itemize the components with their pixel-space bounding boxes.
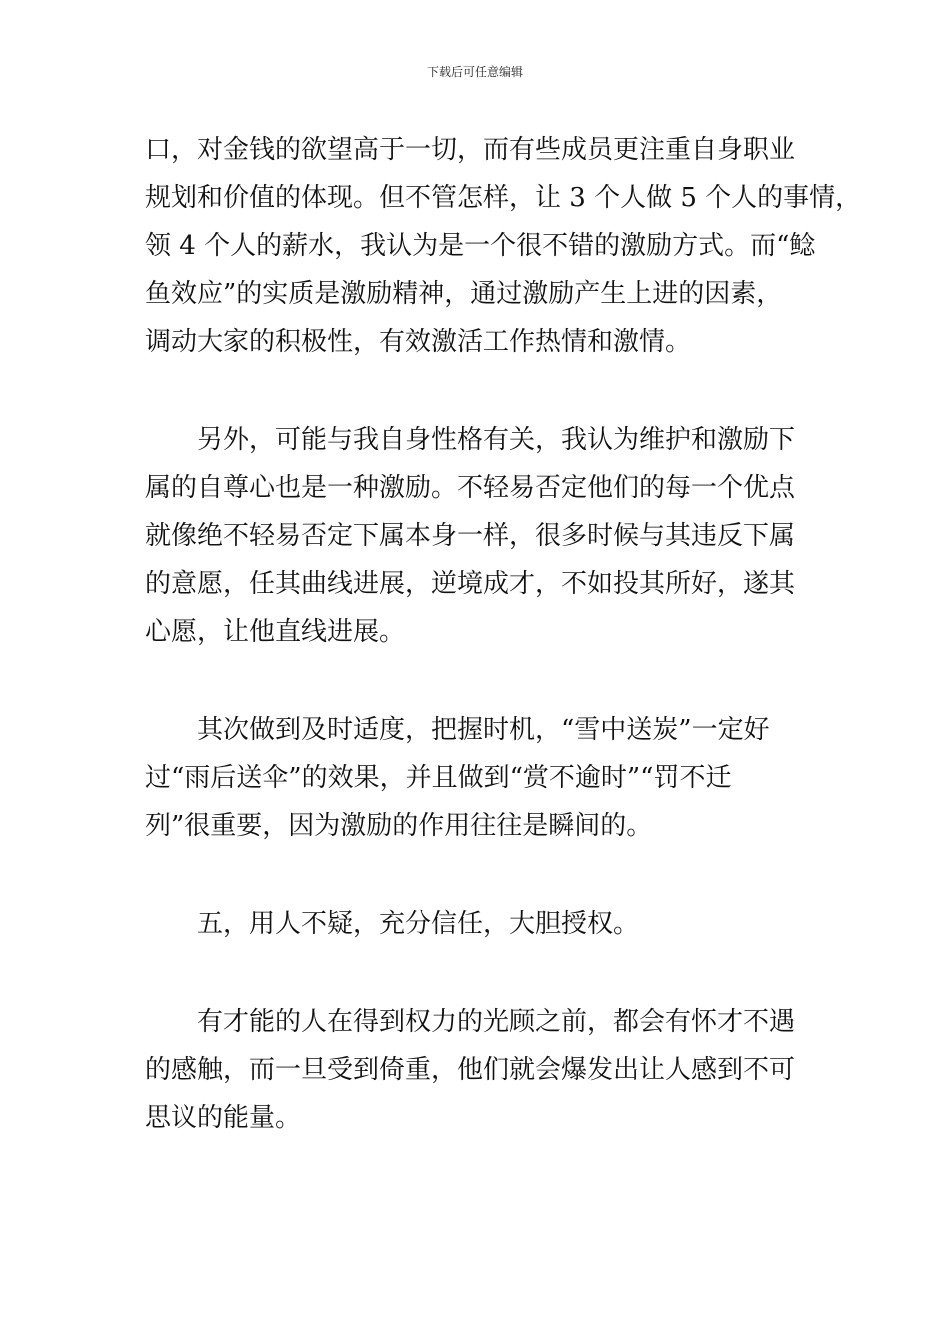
paragraph-spacer [145,948,810,998]
paragraph-spacer [145,366,810,416]
paragraph-timeliness [145,706,810,850]
text-line: 调动大家的积极性，有效激活工作热情和激情。 [145,327,692,357]
paragraph-spacer [145,656,810,706]
page-header-note: 下载后可任意编辑 [426,65,523,79]
text-line: 就像绝不轻易否定下属本身一样，很多时候与其违反下属 [145,521,796,551]
text-line: 的意愿，任其曲线进展，逆境成才，不如投其所好，遂其 [145,569,796,599]
section-heading-five [145,900,810,948]
section-heading: 五，用人不疑，充分信任，大胆授权。 [145,909,640,939]
text-line: 规划和价值的体现。但不管怎样，让 3 个人做 5 个人的事情， [145,183,862,213]
paragraph-spacer [145,850,810,900]
text-line: 属的自尊心也是一种激励。不轻易否定他们的每一个优点 [145,473,796,503]
text-line: 口，对金钱的欲望高于一切，而有些成员更注重自身职业 [145,135,796,165]
text-line: 其次做到及时适度，把握时机，“雪中送炭”一定好 [145,715,770,745]
paragraph-talent [145,998,810,1142]
text-line: 鱼效应”的实质是激励精神，通过激励产生上进的因素， [145,279,783,309]
text-line: 的感触，而一旦受到倚重，他们就会爆发出让人感到不可 [145,1055,796,1085]
text-line: 思议的能量。 [145,1103,302,1133]
paragraph-self-esteem [145,416,810,656]
text-line: 列”很重要，因为激励的作用往往是瞬间的。 [145,811,653,841]
text-line: 心愿，让他直线进展。 [145,617,406,647]
paragraph-incentive-methods [145,126,862,366]
document-body [145,126,862,1142]
text-line: 领 4 个人的薪水，我认为是一个很不错的激励方式。而“鲶 [145,231,816,261]
text-line: 有才能的人在得到权力的光顾之前，都会有怀才不遇 [145,1007,796,1037]
text-line: 过“雨后送伞”的效果，并且做到“赏不逾时”“罚不迁 [145,763,732,793]
text-line: 另外，可能与我自身性格有关，我认为维护和激励下 [145,425,796,455]
